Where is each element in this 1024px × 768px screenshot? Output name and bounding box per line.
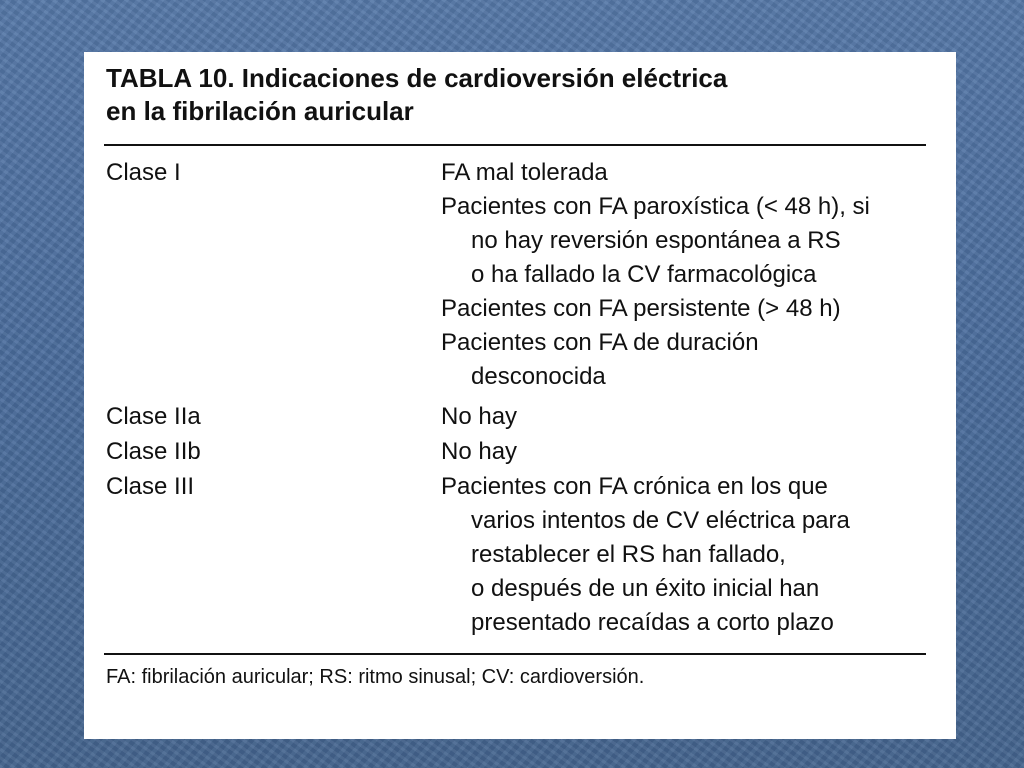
row-label-clase-iii: Clase III: [106, 473, 195, 500]
row-label-clase-iia: Clase IIa: [106, 403, 201, 430]
entry-line: presentado recaídas a corto plazo: [471, 609, 834, 636]
row-label-clase-i: Clase I: [106, 159, 181, 186]
entry-line: desconocida: [471, 363, 606, 390]
entry-line: FA mal tolerada: [441, 159, 608, 186]
entry-line: No hay: [441, 438, 518, 465]
entry-line: no hay reversión espontánea a RS: [471, 227, 841, 254]
row-entries-clase-iib: [441, 435, 921, 469]
entry-line: Pacientes con FA de duración: [441, 329, 759, 356]
table-panel: [84, 52, 956, 739]
table-bottom-rule: [104, 653, 926, 655]
row-entries-clase-i: [441, 156, 921, 394]
entry-line: varios intentos de CV eléctrica para: [471, 507, 850, 534]
table-top-rule: [104, 144, 926, 146]
entry-line: o después de un éxito inicial han: [471, 575, 820, 602]
row-entries-clase-iia: [441, 400, 921, 434]
table-title-line-2: en la fibrilación auricular: [106, 96, 414, 126]
entry-line: Pacientes con FA paroxística (< 48 h), si: [441, 193, 870, 220]
row-label-clase-iib: Clase IIb: [106, 438, 201, 465]
row-entries-clase-iii: [441, 470, 921, 640]
table-title: [106, 62, 936, 128]
entry-line: Pacientes con FA crónica en los que: [441, 473, 828, 500]
table-footnote: FA: fibrilación auricular; RS: ritmo sinusal; CV: cardioversión.: [106, 666, 645, 688]
entry-line: Pacientes con FA persistente (> 48 h): [441, 295, 841, 322]
entry-line: restablecer el RS han fallado,: [471, 541, 786, 568]
entry-line: o ha fallado la CV farmacológica: [471, 261, 817, 288]
entry-line: No hay: [441, 403, 518, 430]
table-title-line-1: TABLA 10. Indicaciones de cardioversión eléctrica: [106, 63, 728, 93]
